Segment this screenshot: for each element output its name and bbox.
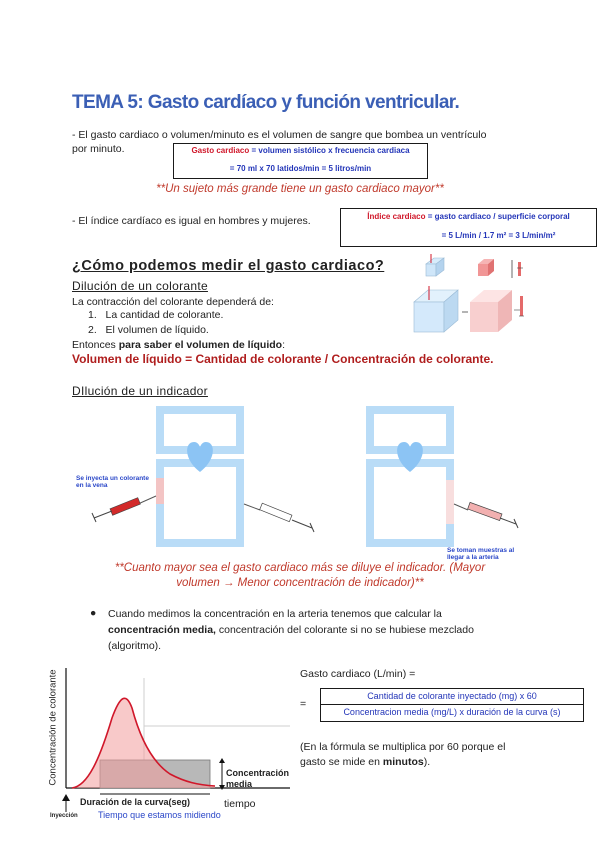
red-syringe-icon (92, 496, 156, 522)
gc-explain-bold: minutos (382, 756, 424, 768)
dilution-dye-heading: Dilución de un colorante (72, 279, 208, 293)
indice-box-line-1 (341, 212, 596, 221)
gasto-box-line-1 (174, 146, 427, 155)
bullet-line-3: (algoritmo). (108, 640, 162, 652)
sample-syringe-icon (454, 502, 518, 528)
gc-formula-equals: = (300, 698, 307, 710)
large-vial (514, 296, 524, 316)
gc-formula-title: Gasto cardiaco (L/min) = (300, 668, 416, 680)
bullet-line-2-rest: concentración del colorante si no se hubiese mezclado (215, 624, 474, 636)
bullet-text (108, 606, 538, 654)
mean-label-line-1: Concentración (226, 768, 290, 778)
duration-label: Duración de la curva(seg) (80, 797, 191, 807)
small-vial (512, 260, 523, 278)
gc-denominator: Concentracion media (mg/L) x duración de la curva (s) (343, 707, 561, 717)
indice-box-definition: = gasto cardiaco / superficie corporal (425, 212, 570, 221)
small-blue-cube (426, 254, 444, 276)
large-blue-cube (414, 286, 458, 332)
indice-box-line-2: = 5 L/min / 1.7 m² = 3 L/min/m² (441, 231, 556, 240)
indice-cardiaco-box (340, 208, 597, 247)
then-bold: para saber el volumen de líquido (118, 339, 283, 351)
inject-label: Se inyecta un colorante en la vena (76, 475, 149, 489)
page-title: TEMA 5: Gasto cardíaco y función ventricular. (72, 92, 460, 113)
bullet-line-1: Cuando medimos la concentración en la arteria tenemos que calcular la (108, 608, 442, 620)
dye-cubes-illustration (400, 252, 530, 337)
dilution-indicator-heading: DIlución de un indicador (72, 384, 208, 398)
note-dilution (60, 561, 540, 591)
then-prefix: Entonces (72, 339, 119, 351)
gasto-box-term: Gasto cardiaco (191, 146, 250, 155)
volume-formula: Volumen de líquido = Cantidad de colorante / Concentración de colorante. (72, 352, 494, 366)
gasto-box-definition: = volumen sistólico x frecuencia cardiaca (249, 146, 410, 155)
dilution-dye-item-2: 2. El volumen de líquido. (88, 324, 209, 336)
section-heading: ¿Cómo podemos medir el gasto cardiaco? (72, 258, 385, 274)
gasto-box-line-2: = 70 ml x 70 latidos/min = 5 litros/min (229, 164, 372, 173)
indice-box-term: Índice cardiaco (367, 212, 426, 221)
y-label-container (42, 668, 59, 790)
sampling-diagram (330, 400, 550, 550)
bullet-line-2 (108, 622, 538, 638)
dilution-dye-item-1-text: La cantidad de colorante. (105, 309, 224, 321)
bullet-dot: ● (90, 607, 97, 619)
dilution-dye-item-2-text: El volumen de líquido. (105, 324, 209, 336)
gc-fraction-box (320, 688, 584, 722)
dilution-dye-intro: La contracción del colorante dependerá de: (72, 296, 274, 308)
note-dilution-line-2: volumen → Menor concentración de indicador)** (176, 577, 424, 589)
gasto-cardiaco-box (173, 143, 428, 179)
intro-line-1: - El gasto cardiaco o volumen/minuto es el volumen de sangre que bombea un ventrículo (72, 129, 487, 141)
gc-numerator: Cantidad de colorante inyectado (mg) x 60 (367, 691, 537, 701)
then-suffix: : (282, 339, 286, 351)
index-line: - El índice cardíaco es igual en hombres y mujeres. (72, 215, 311, 227)
injection-label: Inyección (50, 813, 78, 819)
dilution-dye-then (72, 338, 285, 353)
gc-explain-prefix: (En la fórmula se multiplica por 60 porque el gasto se mide en (300, 741, 506, 768)
large-pink-cube (470, 290, 512, 332)
mean-label (226, 768, 289, 790)
measure-label: Tiempo que estamos midiendo (98, 810, 221, 820)
small-red-cube (478, 259, 494, 276)
note-bigger-subject: **Un sujeto más grande tiene un gasto cardiaco mayor** (156, 183, 444, 195)
dilution-dye-item-1: 1. La cantidad de colorante. (88, 309, 224, 321)
fraction-bar (321, 704, 583, 705)
intro-line-2: por minuto. (72, 143, 125, 155)
x-label: tiempo (224, 798, 256, 810)
mean-label-line-2: media (226, 779, 253, 789)
graph-ylabel: Concentración de colorante (47, 669, 59, 786)
gc-explanation (300, 740, 530, 770)
gc-explain-suffix: ). (423, 756, 431, 768)
empty-syringe-icon (244, 503, 314, 532)
sample-label: Se toman muestras al llegar a la arteria (447, 547, 515, 561)
bullet-bold: concentración media, (108, 624, 216, 636)
note-dilution-line-1: **Cuanto mayor sea el gasto cardiaco más se diluye el indicador. (Mayor (114, 562, 486, 574)
